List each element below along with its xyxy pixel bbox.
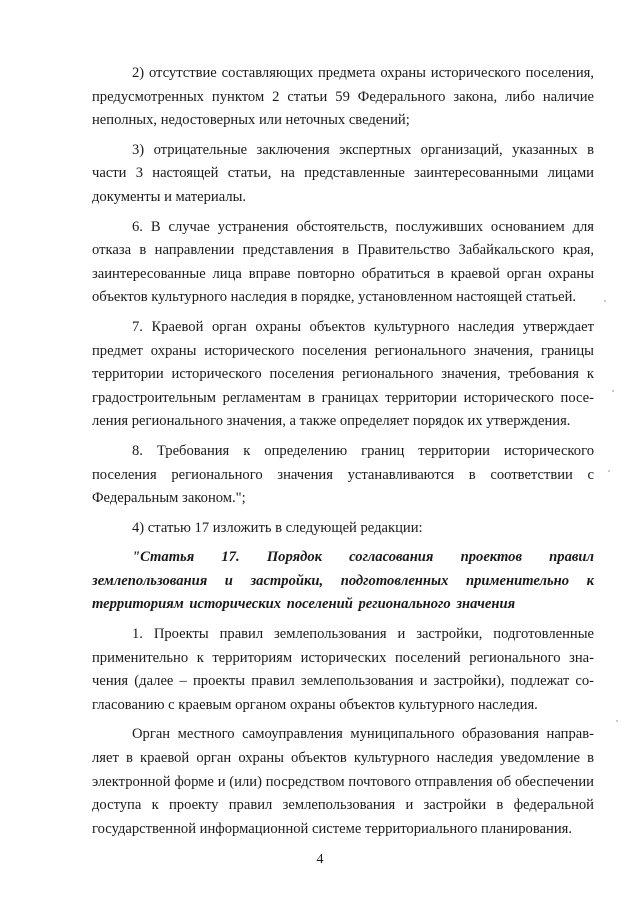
article-17-heading: "Статья 17. Порядок согласования проектов правил землепользования и застройки, подготовленных применительно к территориям исторических поселений регионального значения <box>92 549 594 613</box>
paragraph-article-17-clause-1: 1. Проекты правил землепользования и застройки, подготовленные применительно к территориям исторических поселений регионального значения (далее – проекты правил землепользования и застройки), подлежат согласованию с краевым органом охраны объектов культурного наследия. <box>92 626 594 713</box>
scan-speck <box>616 720 618 722</box>
scan-speck <box>604 300 606 302</box>
paragraph-clause-7: 7. Краевой орган охраны объектов культурного наследия утверждает предмет охраны исторического поселения регионального значения, границы территории исторического поселения регионального значения, требования к градостроительным регламентам в границах территории исторического поселения регионального значения, а также определяет порядок их утверждения. <box>92 318 594 430</box>
paragraph-clause-8: 8. Требования к определению границ территории исторического поселения регионального значения устанавливаются в соответствии с Федеральным законом."; <box>92 442 594 507</box>
paragraph-clause-6: 6. В случае устранения обстоятельств, послуживших основанием для отказа в направлении представления в Правительство Забайкальского края, заинтересованные лица вправе повторно обратиться в краевой орган охраны объектов культурного наследия в порядке, установленном настоящей статьей. <box>92 218 594 306</box>
paragraph-item-4: 4) статью 17 изложить в следующей редакции: <box>132 519 423 536</box>
scan-speck <box>612 390 614 392</box>
paragraph-item-3: 3) отрицательные заключения экспертных организаций, указанных в части 3 настоящей статьи, на представленные заинтересованными лицами документы и материалы. <box>92 141 594 205</box>
paragraph-item-2: 2) отсутствие составляющих предмета охраны исторического поселения, предусмотренных пунктом 2 статьи 59 Федерального закона, либо наличие неполных, недостоверных или неточных сведений; <box>92 65 594 129</box>
paragraph-article-17-notice: Орган местного самоуправления муниципального образования направляет в краевой орган охраны объектов культурного наследия уведомление в электронной форме и (или) посредством почтового отправления об обеспечении доступа к проекту правил землепользования и застройки в федеральной государственной информационной системе территориального планирования. <box>92 726 594 837</box>
page-number: 4 <box>316 852 324 867</box>
scan-speck <box>608 470 610 472</box>
